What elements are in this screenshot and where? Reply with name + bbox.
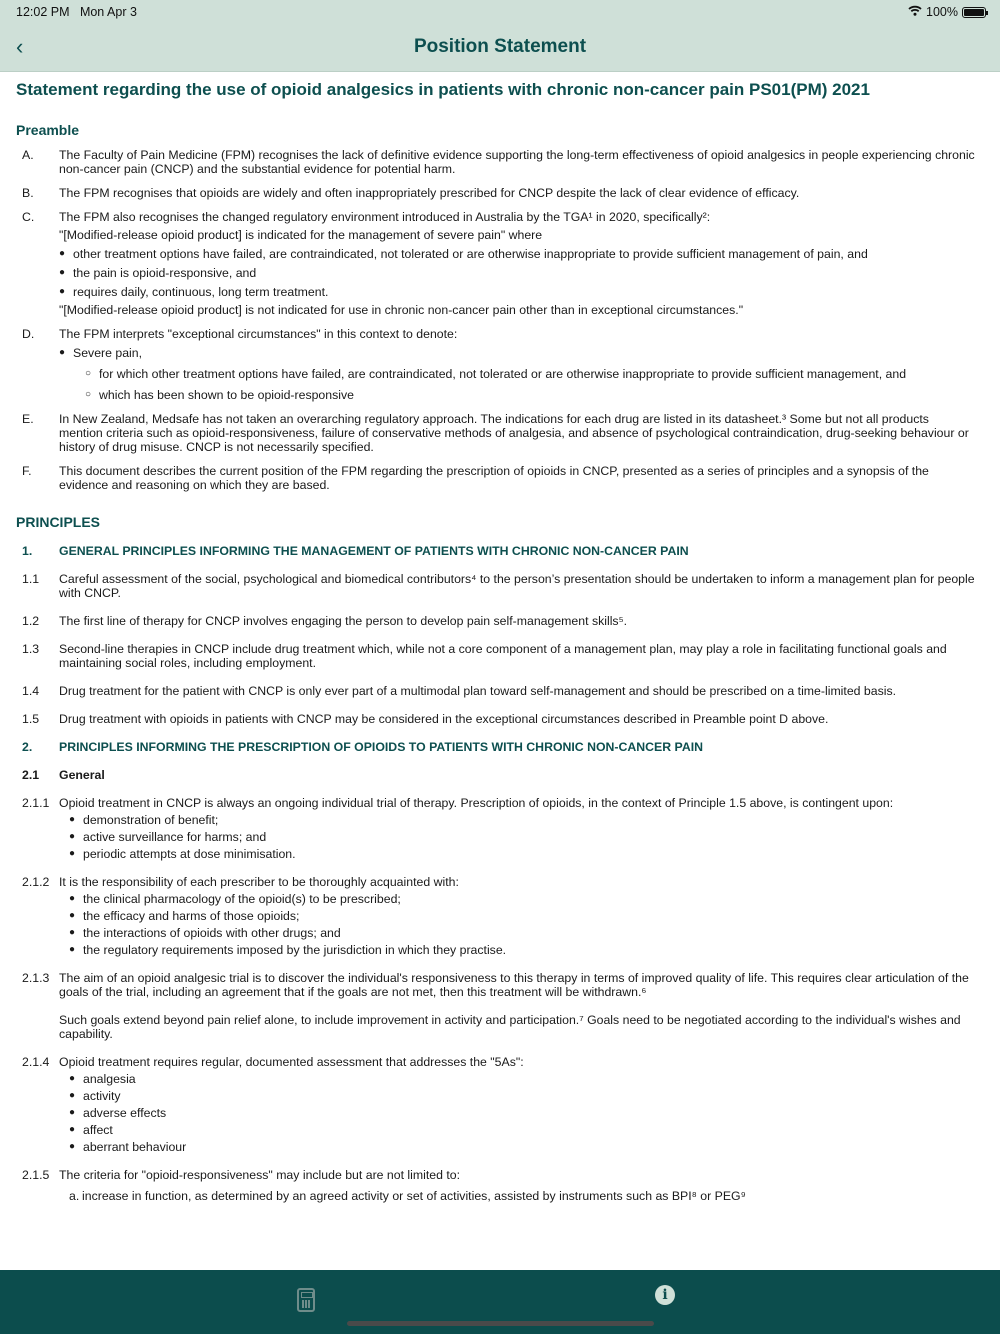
- item-text: It is the responsibility of each prescriber to be thoroughly acquainted with:: [59, 875, 459, 889]
- bullet-item: [69, 926, 984, 940]
- item-label: 1.4: [22, 684, 40, 698]
- document-content[interactable]: [0, 72, 1000, 1270]
- item-label: F.: [22, 464, 32, 478]
- bullet-text: ● the regulatory requirements imposed by the jurisdiction in which they practise.: [83, 943, 507, 957]
- item-text: Careful assessment of the social, psychological and biomedical contributors⁴ to the person’s presentation should be undertaken to inform a management plan for people with CNCP.: [59, 572, 975, 600]
- bullet-text: ○ which has been shown to be opioid-responsive: [99, 388, 354, 402]
- bullet-item: [69, 943, 984, 957]
- bottom-toolbar: [0, 1270, 1000, 1334]
- bullet-text: ● demonstration of benefit;: [83, 813, 219, 827]
- bullet-item: [69, 1072, 984, 1086]
- bullet-item: [69, 892, 984, 906]
- bullet-text: ● analgesia: [83, 1072, 136, 1086]
- item-text: The FPM recognises that opioids are widely and often inappropriately prescribed for CNCP despite the lack of clear evidence of efficacy.: [59, 186, 800, 200]
- item-text: Opioid treatment in CNCP is always an ongoing individual trial of therapy. Prescription of opioids, in the context of Principle 1.5 above, is contingent upon:: [59, 796, 894, 810]
- item-label: 1.: [22, 544, 33, 558]
- paragraph-line: "[Modified-release opioid product] is not indicated for use in chronic non-cancer pain other than in exceptional circumstances.": [59, 303, 744, 317]
- item-label: 2.: [22, 740, 33, 754]
- item-text: The FPM also recognises the changed regulatory environment introduced in Australia by the TGA¹ in 2020, specifically²:: [59, 210, 711, 224]
- bullet-item: [59, 346, 984, 360]
- item-text: In New Zealand, Medsafe has not taken an overarching regulatory approach. The indications for each drug are listed in its datasheet.³ Some but not all products mention criteria such as opioid-responsiveness, failure of conservative methods of analgesia, and absence of psychological contraindication, drug-seeking behaviour or history of drug misuse. CNCP is not necessarily specified.: [59, 412, 969, 454]
- bullet-text: ● the clinical pharmacology of the opioid(s) to be prescribed;: [83, 892, 401, 906]
- bullet-item: [69, 1089, 984, 1103]
- document-body: [16, 122, 984, 1203]
- numbered-paragraph: [16, 1055, 984, 1069]
- bullet-text: ● activity: [83, 1089, 121, 1103]
- document-title: Statement regarding the use of opioid analgesics in patients with chronic non-cancer pain PS01(PM) 2021: [16, 80, 870, 99]
- numbered-paragraph: [16, 210, 984, 224]
- time: 12:02 PM: [16, 5, 70, 19]
- item-label: 2.1.5: [22, 1168, 50, 1182]
- item-label: 2.1.2: [22, 875, 50, 889]
- bullet-item: [69, 830, 984, 844]
- status-time: [16, 5, 137, 19]
- item-text: Drug treatment with opioids in patients with CNCP may be considered in the exceptional circumstances described in Preamble point D above.: [59, 712, 829, 726]
- item-label: 2.1.1: [22, 796, 50, 810]
- item-text: GENERAL PRINCIPLES INFORMING THE MANAGEMENT OF PATIENTS WITH CHRONIC NON-CANCER PAIN: [59, 544, 689, 558]
- numbered-paragraph: [16, 875, 984, 889]
- item-text: The FPM interprets "exceptional circumstances" in this context to denote:: [59, 327, 458, 341]
- numbered-paragraph: [16, 1168, 984, 1182]
- numbered-paragraph: [16, 614, 984, 628]
- bullet-text: ● adverse effects: [83, 1106, 167, 1120]
- bullet-text: ● periodic attempts at dose minimisation.: [83, 847, 296, 861]
- bullet-item: [69, 1106, 984, 1120]
- item-label: 1.1: [22, 572, 40, 586]
- bullet-item: [59, 247, 984, 261]
- numbered-paragraph: [16, 186, 984, 200]
- item-label: A.: [22, 148, 34, 162]
- home-indicator: [347, 1321, 654, 1326]
- bullet-text: ● aberrant behaviour: [83, 1140, 187, 1154]
- item-text: Second-line therapies in CNCP include drug treatment which, while not a core component of a management plan, may play a role in facilitating functional goals and maintaining social roles, including employment.: [59, 642, 947, 670]
- battery-percent: 100%: [926, 5, 958, 19]
- battery-icon: [962, 7, 986, 18]
- bullet-item: [69, 1123, 984, 1137]
- item-text: increase in function, as determined by an agreed activity or set of activities, assisted by instruments such as BPI⁸ or PEG⁹: [82, 1189, 746, 1203]
- bullet-text: ● Severe pain,: [73, 346, 143, 360]
- item-label: 1.5: [22, 712, 40, 726]
- bullet-text: ● the interactions of opioids with other drugs; and: [83, 926, 341, 940]
- numbered-paragraph: [16, 684, 984, 698]
- item-label: D.: [22, 327, 35, 341]
- item-text: Opioid treatment requires regular, documented assessment that addresses the "5As":: [59, 1055, 524, 1069]
- item-text: The criteria for "opioid-responsiveness" may include but are not limited to:: [59, 1168, 461, 1182]
- bullet-text: ● the efficacy and harms of those opioids;: [83, 909, 300, 923]
- numbered-paragraph: [16, 412, 984, 454]
- numbered-paragraph: [16, 464, 984, 492]
- bullet-text: ○ for which other treatment options have failed, are contraindicated, not tolerated or are otherwise inappropriate to provide sufficient management, and: [99, 367, 907, 381]
- bullet-text: ● affect: [83, 1123, 113, 1137]
- bullet-item: [69, 813, 984, 827]
- item-text: The first line of therapy for CNCP involves engaging the person to develop pain self-management skills⁵.: [59, 614, 628, 628]
- item-text: This document describes the current position of the FPM regarding the prescription of opioids in CNCP, presented as a series of principles and a synopsis of the evidence and reasoning on which they are based.: [59, 464, 929, 492]
- bullet-text: ● requires daily, continuous, long term treatment.: [73, 285, 329, 299]
- item-label: C.: [22, 210, 35, 224]
- item-text: The aim of an opioid analgesic trial is to discover the individual's responsiveness to this therapy in terms of improved quality of life. This requires clear articulation of the goals of the trial, including an agreement that if the goals are not met, then this treatment will be withdrawn.⁶: [59, 971, 969, 999]
- bullet-item: [69, 909, 984, 923]
- item-text: Drug treatment for the patient with CNCP is only ever part of a multimodal plan toward self-management and should be prescribed on a time-limited basis.: [59, 684, 897, 698]
- calculator-icon[interactable]: [297, 1288, 315, 1312]
- info-icon[interactable]: i: [655, 1285, 675, 1305]
- item-label: 2.1.4: [22, 1055, 50, 1069]
- subsection-heading: [16, 768, 984, 782]
- item-label: B.: [22, 186, 34, 200]
- sub-bullet-item: [85, 367, 984, 381]
- principle-heading: [16, 544, 984, 558]
- numbered-paragraph: [16, 642, 984, 670]
- page-title: Position Statement: [413, 36, 587, 57]
- item-label: 2.1: [22, 768, 40, 782]
- paragraph-line: "[Modified-release opioid product] is indicated for the management of severe pain" where: [59, 228, 543, 242]
- item-label: a.: [69, 1189, 80, 1203]
- item-text: The Faculty of Pain Medicine (FPM) recognises the lack of definitive evidence supporting the long-term effectiveness of opioid analgesics in people experiencing chronic non-cancer pain (CNCP) and the substantial evidence for potential harm.: [59, 148, 975, 176]
- bullet-item: [69, 1140, 984, 1154]
- item-text: PRINCIPLES INFORMING THE PRESCRIPTION OF OPIOIDS TO PATIENTS WITH CHRONIC NON-CANCER PAIN: [59, 740, 704, 754]
- date: Mon Apr 3: [79, 5, 137, 19]
- bullet-text: ● other treatment options have failed, are contraindicated, not tolerated or are otherwise inappropriate to provide sufficient management of pain, and: [73, 247, 868, 261]
- bullet-item: [59, 266, 984, 280]
- paragraph-line: Such goals extend beyond pain relief alone, to include improvement in activity and participation.⁷ Goals need to be negotiated according to the individual's wishes and capability.: [59, 1013, 961, 1041]
- numbered-paragraph: [16, 712, 984, 726]
- principle-heading: [16, 740, 984, 754]
- item-label: 1.2: [22, 614, 40, 628]
- section-heading: PRINCIPLES: [16, 514, 101, 530]
- bullet-text: ● active surveillance for harms; and: [83, 830, 267, 844]
- numbered-paragraph: [16, 148, 984, 176]
- bullet-item: [59, 285, 984, 299]
- item-label: 1.3: [22, 642, 40, 656]
- numbered-paragraph: [16, 572, 984, 600]
- bullet-item: [69, 847, 984, 861]
- item-text: General: [59, 768, 105, 782]
- section-heading: Preamble: [16, 122, 80, 138]
- back-button[interactable]: ‹: [16, 34, 24, 59]
- item-label: E.: [22, 412, 34, 426]
- item-label: 2.1.3: [22, 971, 50, 985]
- lettered-item: [69, 1189, 984, 1203]
- numbered-paragraph: [16, 327, 984, 341]
- status-indicators: [908, 5, 986, 19]
- navigation-bar: [0, 0, 1000, 72]
- bullet-text: ● the pain is opioid-responsive, and: [73, 266, 257, 280]
- sub-bullet-item: [85, 388, 984, 402]
- numbered-paragraph: [16, 971, 984, 999]
- numbered-paragraph: [16, 796, 984, 810]
- wifi-icon: [908, 5, 922, 19]
